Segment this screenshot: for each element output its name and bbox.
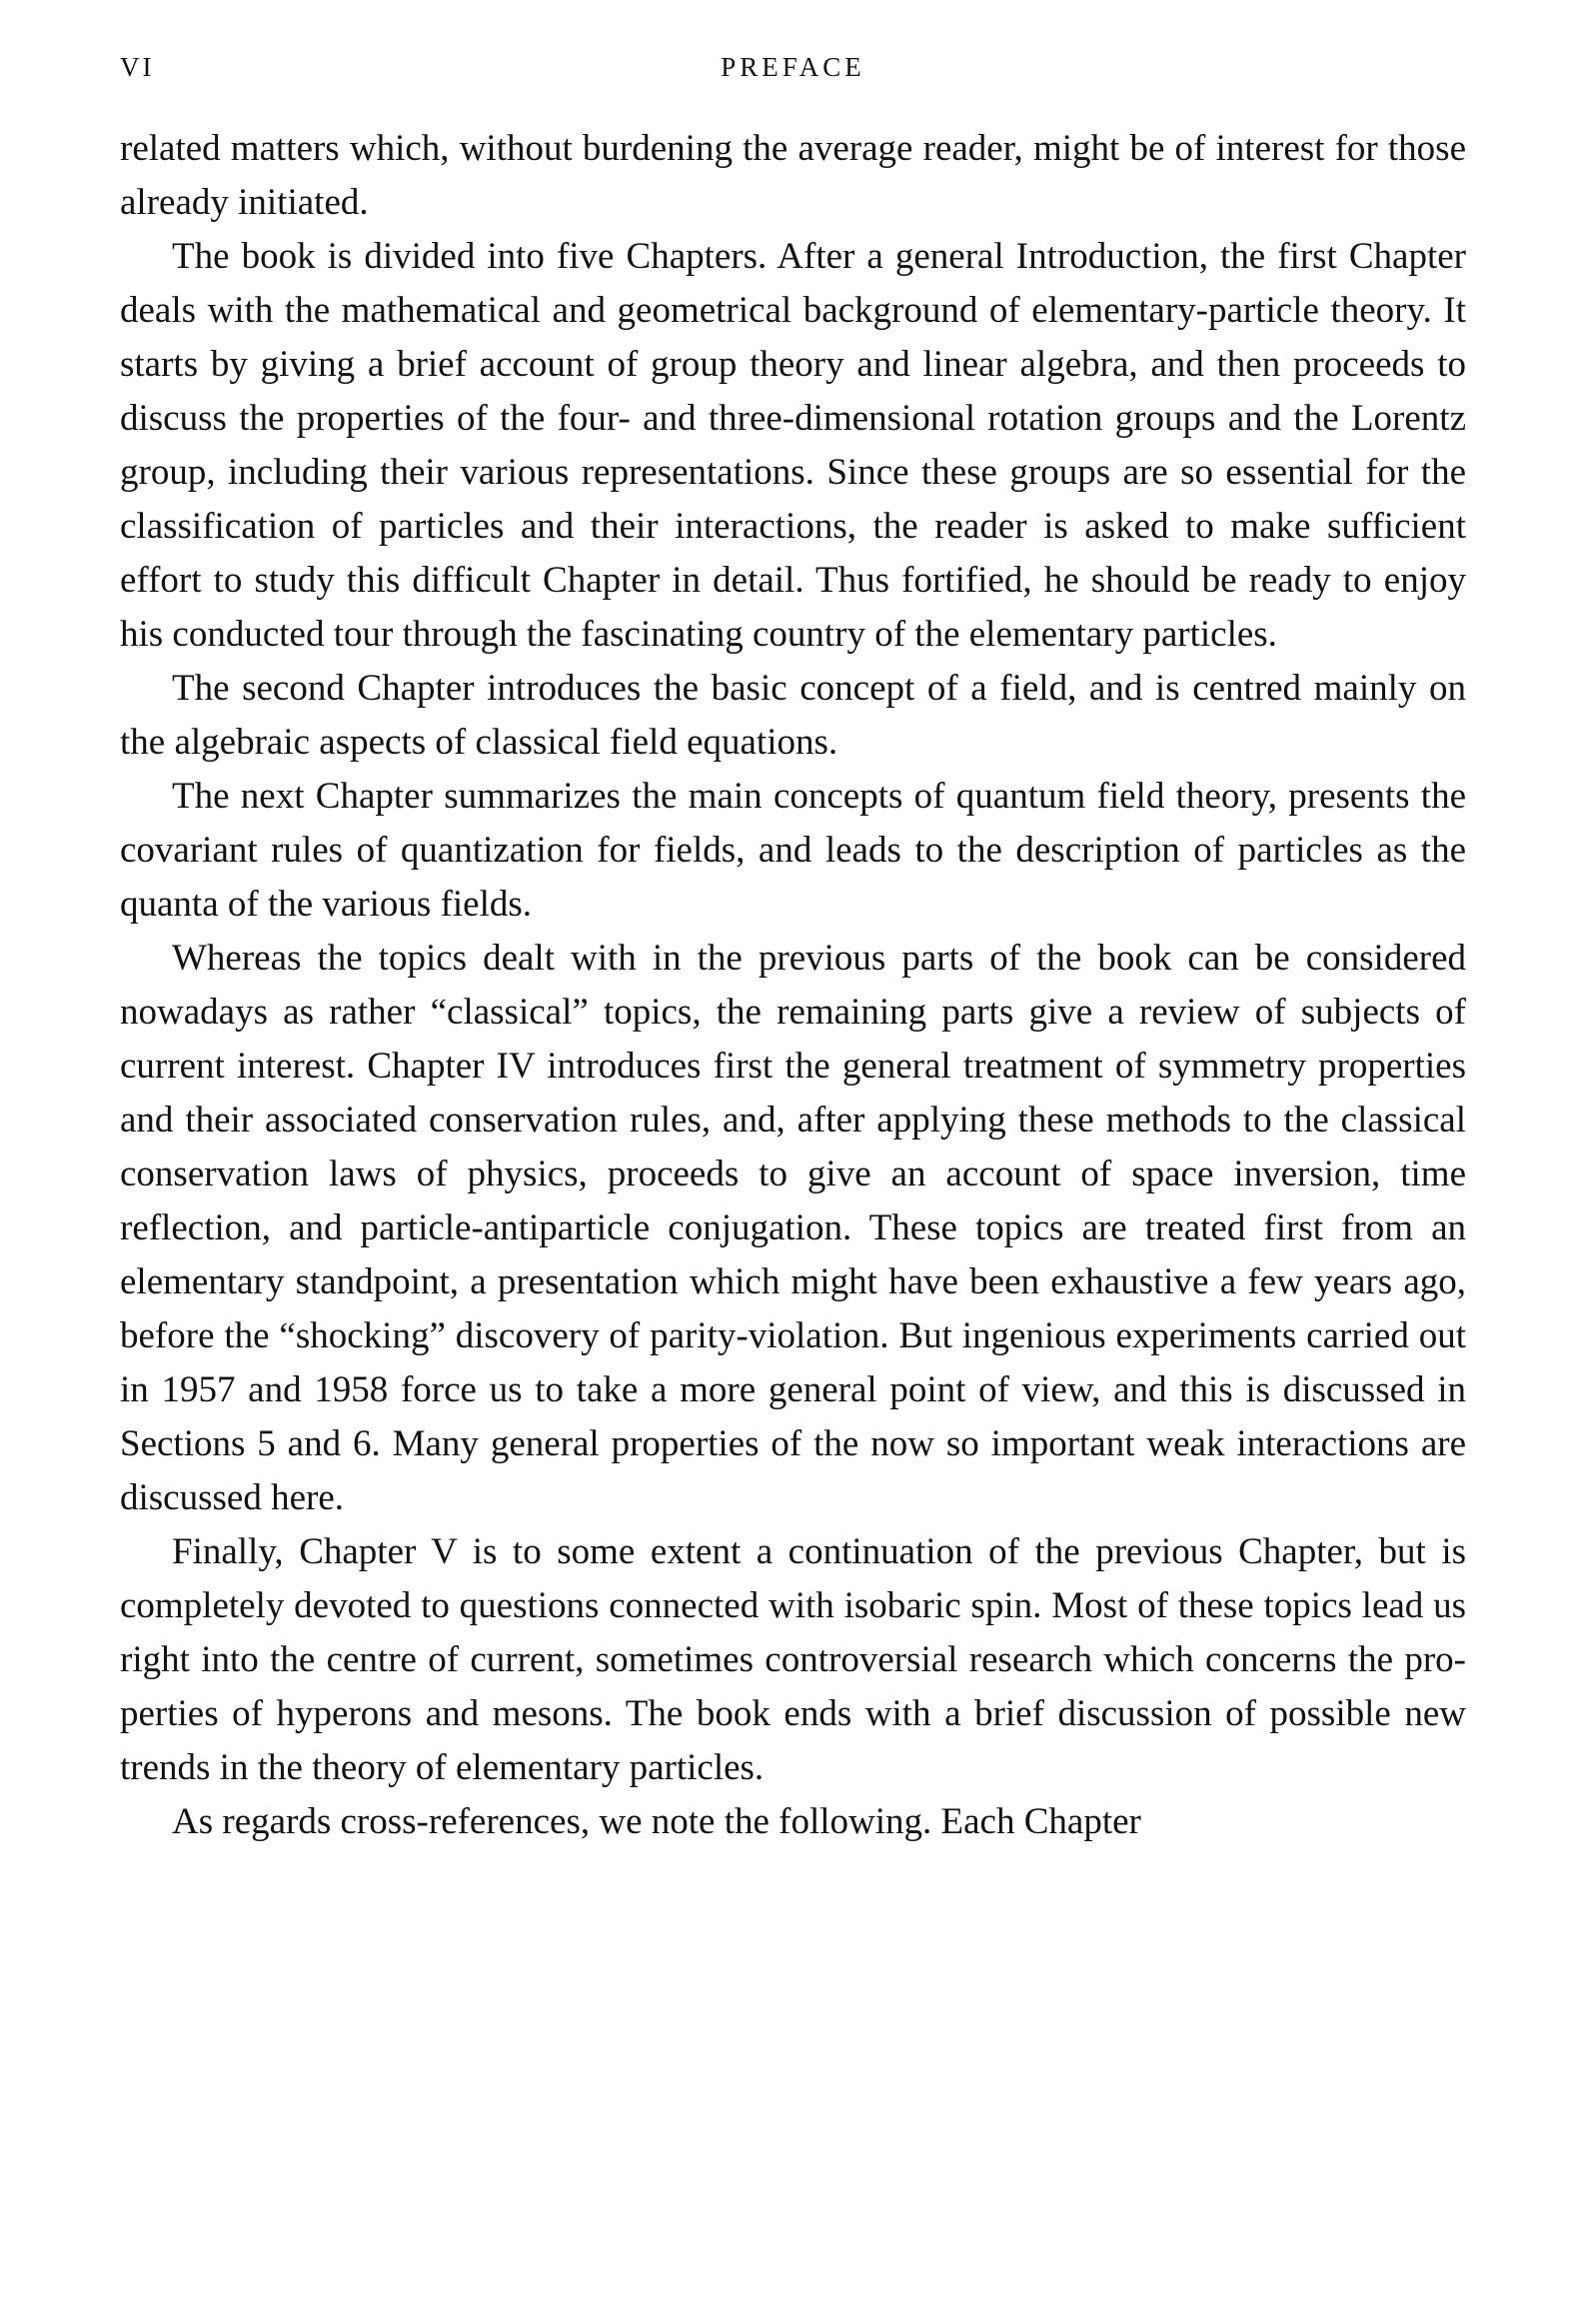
body-text [120, 122, 1466, 1849]
paragraph-fifth-chapter: Finally, Chapter V is to some extent a continuation of the previous Chapter, but is completely devoted to questions connected with isobaric spin. Most of these topics lead us right into the centre of current, sometimes controversial research which concerns the properties of hyperons and mesons. The book ends with a brief discussion of possible new trends in the theory of elementary particles. [120, 1531, 1466, 1788]
running-head [120, 52, 1466, 92]
book-page [120, 52, 1466, 1849]
paragraph-chapter-overview: The book is divided into five Chapters. After a general Introduction, the first Chapter deals with the mathematical and geometrical background of elementary-particle theory. It starts by giving a brief account of group theory and linear algebra, and then proceeds to discuss the properties of the four- and three-dimensional rotation groups and the Lorentz group, including their various representations. Since these groups are so essential for the classification of particles and their interactions, the reader is asked to make sufficient effort to study this difficult Chapter in detail. Thus fortified, he should be ready to enjoy his conducted tour through the fascinating country of the elementary particles. [120, 236, 1466, 655]
paragraph-cross-references: As regards cross-references, we note the following. Each Chapter [172, 1801, 1141, 1842]
paragraph-continuation: related matters which, without burdening the average reader, might be of interest for those already initiated. [120, 128, 1466, 223]
paragraph-fourth-chapter: Whereas the topics dealt with in the previous parts of the book can be considered nowadays as rather “classical” topics, the remaining parts give a review of subjects of current interest. Chapter IV introduces first the general treatment of symmetry properties and their associated conservation rules, and, after applying these methods to the classical conservation laws of physics, proceeds to give an account of space inversion, time reflection, and particle-antiparticle conjugation. These topics are treated first from an elementary standpoint, a presentation which might have been exhaustive a few years ago, before the “shocking” discovery of parity-violation. But ingenious experiments carried out in 1957 and 1958 force us to take a more general point of view, and this is discussed in Sections 5 and 6. Many general properties of the now so important weak interactions are discussed here. [120, 938, 1466, 1518]
paragraph-third-chapter: The next Chapter summarizes the main concepts of quantum field theory, presents the covariant rules of quantization for fields, and leads to the description of particles as the quanta of the various fields. [120, 776, 1466, 925]
page-number: VI [120, 52, 155, 82]
paragraph-second-chapter: The second Chapter introduces the basic concept of a field, and is centred mainly on the algebraic aspects of classical field equations. [120, 668, 1466, 763]
running-title: PREFACE [721, 52, 865, 82]
